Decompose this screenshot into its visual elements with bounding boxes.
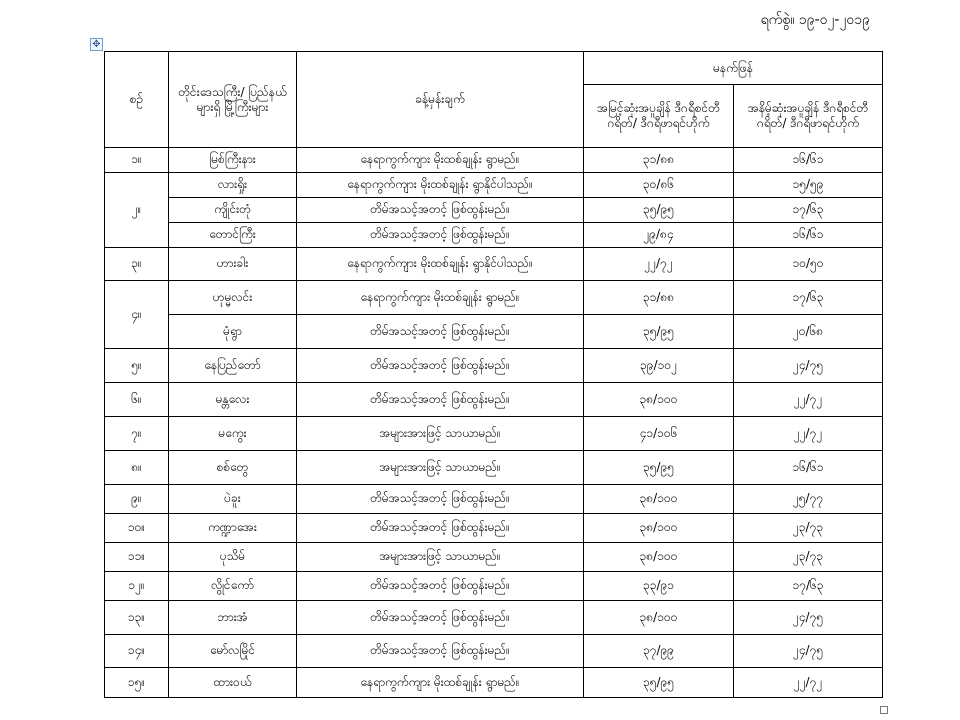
cell-min-temp: ၂၀/၆၈ — [734, 315, 883, 349]
cell-city: လွိုင်ကော် — [169, 572, 297, 601]
cell-min-temp: ၂၅/၇၇ — [734, 485, 883, 514]
cell-min-temp: ၁၆/၆၁ — [734, 223, 883, 248]
cell-forecast: တိမ်အသင့်အတင့် ဖြစ်ထွန်းမည်။ — [297, 485, 584, 514]
table-row — [105, 173, 883, 198]
table-resize-handle[interactable] — [880, 706, 888, 714]
table-row — [105, 198, 883, 223]
cell-city: တောင်ကြီး — [169, 223, 297, 248]
cell-min-temp: ၂၃/၇၃ — [734, 514, 883, 543]
cell-city: ဘားအံ — [169, 601, 297, 635]
cell-serial-no: ၄။ — [105, 281, 169, 349]
cell-serial-no: ၁၁။ — [105, 543, 169, 572]
table-row — [105, 315, 883, 349]
table-row — [105, 383, 883, 417]
cell-serial-no: ၃။ — [105, 248, 169, 281]
table-row — [105, 349, 883, 383]
cell-min-temp: ၁၆/၆၁ — [734, 451, 883, 485]
table-row — [105, 635, 883, 668]
cell-min-temp: ၂၄/၇၅ — [734, 601, 883, 635]
cell-max-temp: ၃၁/၈၈ — [584, 148, 734, 173]
cell-forecast: နေရာကွက်ကျား မိုးထစ်ချုန်း ရွာမည်။ — [297, 668, 584, 698]
table-header — [105, 52, 883, 148]
report-date: ရက်စွဲ။ ၁၉-၀၂-၂၀၁၉ — [760, 12, 870, 28]
table-row — [105, 572, 883, 601]
cell-serial-no: ၁၀။ — [105, 514, 169, 543]
cell-max-temp: ၃၁/၈၈ — [584, 281, 734, 315]
table-row — [105, 668, 883, 698]
cell-min-temp: ၂၄/၇၅ — [734, 635, 883, 668]
cell-max-temp: ၃၀/၈၆ — [584, 173, 734, 198]
cell-forecast: တိမ်အသင့်အတင့် ဖြစ်ထွန်းမည်။ — [297, 198, 584, 223]
cell-city: ဟုမ္မလင်း — [169, 281, 297, 315]
cell-min-temp: ၁၅/၅၉ — [734, 173, 883, 198]
header-max-temp: အမြင့်ဆုံးအပူချိန် ဒီဂရီစင်တီဂရိတ်/ ဒီဂရီဖာရင်ဟိုက် — [584, 85, 734, 148]
table-move-handle-icon[interactable]: ✥ — [90, 38, 103, 51]
cell-city: မကွေး — [169, 417, 297, 451]
cell-serial-no: ၁၄။ — [105, 635, 169, 668]
cell-serial-no: ၉။ — [105, 485, 169, 514]
cell-serial-no: ၂။ — [105, 173, 169, 248]
cell-forecast: အများအားဖြင့် သာယာမည်။ — [297, 543, 584, 572]
cell-city: နေပြည်တော် — [169, 349, 297, 383]
table-row — [105, 281, 883, 315]
cell-city: မြစ်ကြီးနား — [169, 148, 297, 173]
cell-serial-no: ၇။ — [105, 417, 169, 451]
cell-city: ကဏ္ဍာအေး — [169, 514, 297, 543]
header-min-temp: အနိမ့်ဆုံးအပူချိန် ဒီဂရီစင်တီဂရိတ်/ ဒီဂရီဖာရင်ဟိုက် — [734, 85, 883, 148]
cell-min-temp: ၁၇/၆၃ — [734, 572, 883, 601]
cell-forecast: နေရာကွက်ကျား မိုးထစ်ချုန်း ရွာနိုင်ပါသည်။ — [297, 248, 584, 281]
cell-serial-no: ၁၃။ — [105, 601, 169, 635]
cell-min-temp: ၂၂/၇၂ — [734, 383, 883, 417]
cell-forecast: တိမ်အသင့်အတင့် ဖြစ်ထွန်းမည်။ — [297, 601, 584, 635]
cell-min-temp: ၂၄/၇၅ — [734, 349, 883, 383]
cell-forecast: တိမ်အသင့်အတင့် ဖြစ်ထွန်းမည်။ — [297, 383, 584, 417]
cell-city: မော်လမြိုင် — [169, 635, 297, 668]
cell-forecast: အများအားဖြင့် သာယာမည်။ — [297, 451, 584, 485]
cell-max-temp: ၃၈/၁၀၀ — [584, 383, 734, 417]
cell-serial-no: ၁၅။ — [105, 668, 169, 698]
cell-forecast: တိမ်အသင့်အတင့် ဖြစ်ထွန်းမည်။ — [297, 315, 584, 349]
header-city: တိုင်းဒေသကြီး/ ပြည်နယ်များရှိ မြို့ကြီးများ — [169, 52, 297, 148]
cell-min-temp: ၂၃/၇၃ — [734, 543, 883, 572]
cell-min-temp: ၂၂/၇၂ — [734, 668, 883, 698]
cell-min-temp: ၂၂/၇၂ — [734, 417, 883, 451]
header-forecast: ခန့်မှန်းချက် — [297, 52, 584, 148]
cell-city: ကျိုင်းတုံ — [169, 198, 297, 223]
cell-min-temp: ၁၀/၅၀ — [734, 248, 883, 281]
cell-max-temp: ၃၅/၉၅ — [584, 668, 734, 698]
cell-city: ထားဝယ် — [169, 668, 297, 698]
table-body — [105, 148, 883, 698]
cell-max-temp: ၃၈/၁၀၀ — [584, 543, 734, 572]
cell-serial-no: ၅။ — [105, 349, 169, 383]
cell-max-temp: ၃၉/၁၀၂ — [584, 349, 734, 383]
header-serial-no: စဉ် — [105, 52, 169, 148]
cell-city: ပုသိမ် — [169, 543, 297, 572]
cell-forecast: တိမ်အသင့်အတင့် ဖြစ်ထွန်းမည်။ — [297, 572, 584, 601]
cell-max-temp: ၃၈/၁၀၀ — [584, 514, 734, 543]
cell-city: မန္တလေး — [169, 383, 297, 417]
cell-forecast: နေရာကွက်ကျား မိုးထစ်ချုန်း ရွာမည်။ — [297, 148, 584, 173]
cell-forecast: အများအားဖြင့် သာယာမည်။ — [297, 417, 584, 451]
cell-city: မုံရွာ — [169, 315, 297, 349]
cell-max-temp: ၂၉/၈၄ — [584, 223, 734, 248]
cell-max-temp: ၃၅/၉၅ — [584, 451, 734, 485]
weather-forecast-table — [104, 51, 883, 698]
cell-forecast: တိမ်အသင့်အတင့် ဖြစ်ထွန်းမည်။ — [297, 223, 584, 248]
cell-max-temp: ၃၅/၉၅ — [584, 315, 734, 349]
table-row — [105, 601, 883, 635]
cell-min-temp: ၁၇/၆၃ — [734, 281, 883, 315]
table-row — [105, 148, 883, 173]
cell-min-temp: ၁၇/၆၃ — [734, 198, 883, 223]
cell-city: ဟားခါး — [169, 248, 297, 281]
cell-min-temp: ၁၆/၆၁ — [734, 148, 883, 173]
cell-max-temp: ၃၇/၉၉ — [584, 635, 734, 668]
cell-serial-no: ၆။ — [105, 383, 169, 417]
cell-serial-no: ၈။ — [105, 451, 169, 485]
cell-city: လားရှိုး — [169, 173, 297, 198]
cell-city: ပဲခူး — [169, 485, 297, 514]
table-row — [105, 543, 883, 572]
cell-max-temp: ၃၈/၁၀၀ — [584, 601, 734, 635]
table-row — [105, 514, 883, 543]
cell-forecast: နေရာကွက်ကျား မိုးထစ်ချုန်း ရွာမည်။ — [297, 281, 584, 315]
cell-forecast: တိမ်အသင့်အတင့် ဖြစ်ထွန်းမည်။ — [297, 514, 584, 543]
table-row — [105, 248, 883, 281]
cell-forecast: နေရာကွက်ကျား မိုးထစ်ချုန်း ရွာနိုင်ပါသည်။ — [297, 173, 584, 198]
cell-forecast: တိမ်အသင့်အတင့် ဖြစ်ထွန်းမည်။ — [297, 349, 584, 383]
cell-max-temp: ၃၅/၉၅ — [584, 198, 734, 223]
cell-forecast: တိမ်အသင့်အတင့် ဖြစ်ထွန်းမည်။ — [297, 635, 584, 668]
cell-serial-no: ၁၂။ — [105, 572, 169, 601]
table-row — [105, 417, 883, 451]
cell-city: စစ်တွေ — [169, 451, 297, 485]
cell-max-temp: ၄၁/၁၀၆ — [584, 417, 734, 451]
cell-max-temp: ၂၂/၇၂ — [584, 248, 734, 281]
cell-max-temp: ၃၃/၉၁ — [584, 572, 734, 601]
header-tomorrow: မနက်ဖြန် — [584, 52, 883, 85]
cell-max-temp: ၃၈/၁၀၀ — [584, 485, 734, 514]
table-row — [105, 451, 883, 485]
cell-serial-no: ၁။ — [105, 148, 169, 173]
table-row — [105, 223, 883, 248]
table-row — [105, 485, 883, 514]
